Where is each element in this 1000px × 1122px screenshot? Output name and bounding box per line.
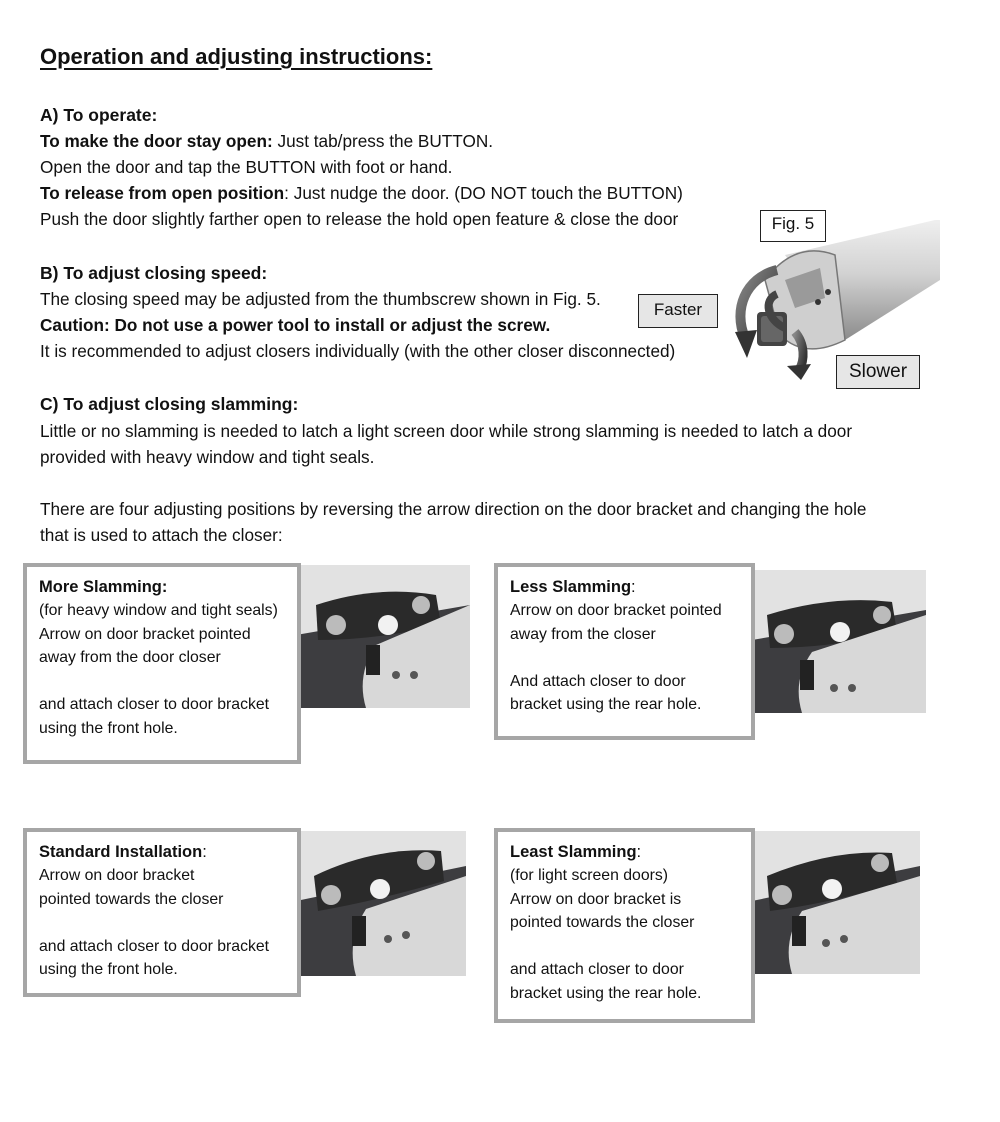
- speed-line-1: The closing speed may be adjusted from the thumbscrew shown in Fig. 5.: [40, 289, 601, 309]
- least-slamming-line: Arrow on door bracket is: [510, 890, 682, 908]
- standard-line: and attach closer to door bracket: [39, 937, 270, 955]
- bracket-photo-more-slamming: [296, 565, 470, 708]
- less-slamming-line: away from the closer: [510, 625, 656, 643]
- more-slamming-heading: More Slamming:: [39, 578, 168, 596]
- less-slamming-heading: [510, 575, 741, 599]
- least-slamming-line: pointed towards the closer: [510, 914, 695, 932]
- speed-line-3: It is recommended to adjust closers individually (with the other closer disconnected): [40, 341, 676, 361]
- less-slamming-title: Less Slamming: [510, 578, 632, 596]
- bracket-photo-least-slamming: [752, 831, 920, 974]
- slamming-line-1: Little or no slamming is needed to latch a light screen door while strong slamming is needed to latch a door: [40, 421, 853, 441]
- box-less-slamming: [494, 563, 755, 740]
- standard-line: using the front hole.: [39, 961, 178, 979]
- less-slamming-line: And attach closer to door: [510, 672, 686, 690]
- speed-heading: B) To adjust closing speed:: [40, 263, 268, 283]
- slower-label: Slower: [836, 355, 920, 389]
- bracket-photo-standard: [296, 831, 466, 976]
- less-slamming-colon: :: [631, 578, 636, 596]
- least-slamming-line: and attach closer to door: [510, 961, 684, 979]
- least-slamming-title: Least Slamming: [510, 843, 637, 861]
- standard-title: Standard Installation: [39, 843, 203, 861]
- bracket-photo-less-slamming: [752, 570, 926, 713]
- least-slamming-heading: [510, 840, 741, 864]
- least-slamming-colon: :: [636, 843, 642, 861]
- page-title: Operation and adjusting instructions:: [40, 44, 433, 69]
- box-least-slamming: [494, 828, 755, 1023]
- speed-caution: Caution: Do not use a power tool to install or adjust the screw.: [40, 315, 551, 335]
- operate-line-3: [40, 182, 683, 204]
- more-slamming-line: (for heavy window and tight seals): [39, 602, 278, 619]
- operate-line-1-rest: Just tab/press the BUTTON.: [272, 131, 494, 151]
- more-slamming-line: and attach closer to door bracket: [39, 696, 270, 714]
- faster-label: Faster: [638, 294, 718, 328]
- more-slamming-line: away from the door closer: [39, 649, 221, 667]
- operate-line-1: [40, 130, 493, 152]
- operate-heading: A) To operate:: [40, 105, 158, 125]
- box-standard-installation: [23, 828, 301, 997]
- operate-line-3-bold: To release from open position: [40, 183, 285, 203]
- operate-line-1-bold: To make the door stay open:: [40, 131, 273, 151]
- operate-line-4: Push the door slightly farther open to release the hold open feature & close the door: [40, 209, 679, 229]
- more-slamming-line: using the front hole.: [39, 719, 178, 737]
- fig5-label: Fig. 5: [760, 210, 826, 242]
- standard-line: pointed towards the closer: [39, 890, 224, 908]
- operate-line-2: Open the door and tap the BUTTON with foot or hand.: [40, 157, 453, 177]
- slamming-heading: C) To adjust closing slamming:: [40, 394, 299, 414]
- slamming-line-2: provided with heavy window and tight seals.: [40, 447, 375, 467]
- least-slamming-line: (for light screen doors): [510, 867, 669, 884]
- less-slamming-line: bracket using the rear hole.: [510, 696, 702, 714]
- box-more-slamming: [23, 563, 301, 764]
- slamming-line-3: There are four adjusting positions by reversing the arrow direction on the door bracket and changing the hole: [40, 499, 867, 519]
- standard-colon: :: [202, 843, 207, 861]
- standard-line: Arrow on door bracket: [39, 867, 195, 884]
- more-slamming-line: Arrow on door bracket pointed: [39, 625, 251, 643]
- slamming-line-4: that is used to attach the closer:: [40, 525, 283, 545]
- standard-heading: [39, 840, 287, 864]
- less-slamming-line: Arrow on door bracket pointed: [510, 602, 722, 619]
- least-slamming-line: bracket using the rear hole.: [510, 984, 702, 1002]
- operate-line-3-rest: : Just nudge the door. (DO NOT touch the BUTTON): [284, 183, 683, 203]
